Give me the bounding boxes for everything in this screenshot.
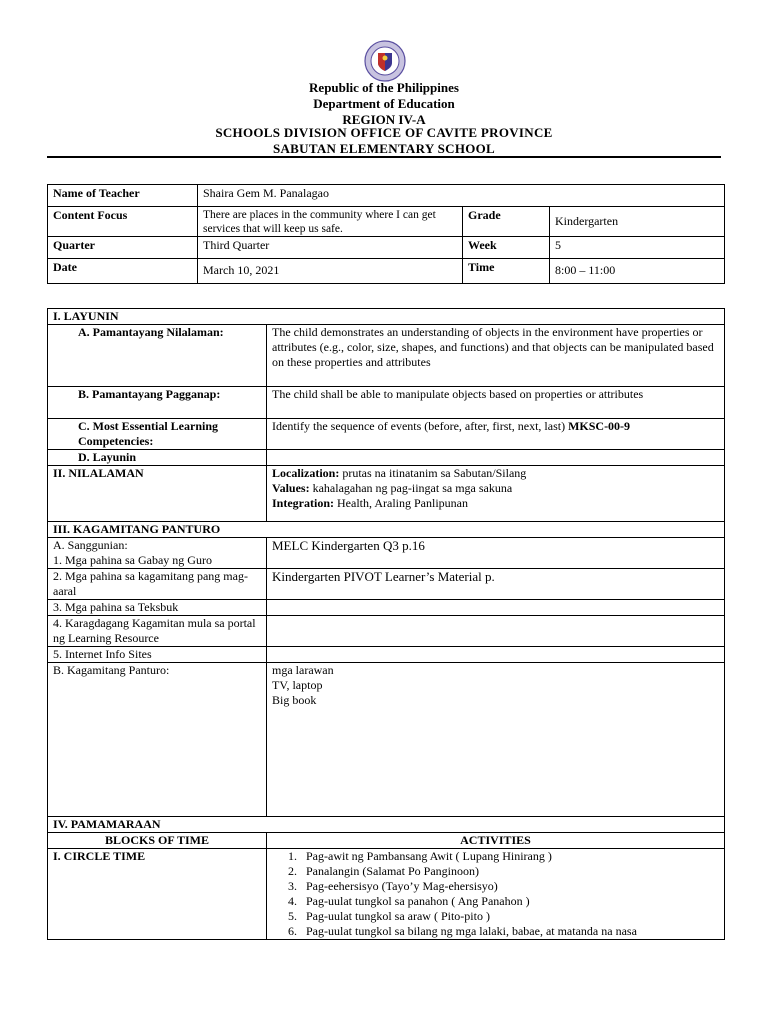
textbook-label: 3. Mga pahina sa Teksbuk bbox=[48, 600, 267, 616]
header-school-block bbox=[0, 125, 768, 157]
table-row bbox=[48, 259, 725, 284]
localization-value: prutas na itinatanim sa Sabutan/Silang bbox=[342, 466, 527, 480]
list-item: TV, laptop bbox=[272, 678, 323, 692]
content-standard-value: The child demonstrates an understanding of objects in the environment have properties or attributes (e.g., color, size, shapes, and functions) and that objects can be manipulated based on these properties and attributes bbox=[267, 325, 725, 387]
header-division: SCHOOLS DIVISION OFFICE OF CAVITE PROVINCE bbox=[215, 125, 553, 140]
textbook-value bbox=[267, 600, 725, 616]
table-row bbox=[48, 207, 725, 237]
blocks-of-time-header: BLOCKS OF TIME bbox=[48, 833, 267, 849]
grade-label: Grade bbox=[463, 207, 550, 237]
header-block bbox=[0, 80, 768, 128]
list-item: Big book bbox=[272, 693, 317, 707]
list-item: mga larawan bbox=[272, 663, 334, 677]
integration-value: Health, Araling Panlipunan bbox=[337, 496, 468, 510]
list-item: 3. Pag-eehersisyo (Tayo’y Mag-ehersisyo) bbox=[300, 879, 719, 894]
header-school: SABUTAN ELEMENTARY SCHOOL bbox=[272, 141, 496, 156]
internet-sites-value bbox=[267, 647, 725, 663]
section-layunin: I. LAYUNIN bbox=[48, 309, 725, 325]
objective-label: D. Layunin bbox=[48, 450, 267, 466]
lesson-info-table bbox=[47, 184, 725, 284]
section-kagamitang-panturo: III. KAGAMITANG PANTURO bbox=[48, 522, 725, 538]
teacher-label: Name of Teacher bbox=[48, 185, 198, 207]
time-value: 8:00 – 11:00 bbox=[550, 259, 725, 284]
lr-portal-value bbox=[267, 616, 725, 647]
activities-cell bbox=[267, 849, 725, 940]
date-value: March 10, 2021 bbox=[198, 259, 463, 284]
list-item: 4. Pag-uulat tungkol sa panahon ( Ang Panahon ) bbox=[300, 894, 719, 909]
list-item: 2. Panalangin (Salamat Po Panginoon) bbox=[300, 864, 719, 879]
objective-value bbox=[267, 450, 725, 466]
week-value: 5 bbox=[550, 237, 725, 259]
nilalaman-cell bbox=[267, 466, 725, 522]
header-republic: Republic of the Philippines bbox=[309, 80, 459, 95]
table-row bbox=[48, 237, 725, 259]
table-row bbox=[48, 569, 725, 600]
content-standard-label: A. Pamantayang Nilalaman: bbox=[48, 325, 267, 387]
learner-material-label: 2. Mga pahina sa kagamitang pang mag-aaral bbox=[48, 569, 267, 600]
instructional-materials-cell bbox=[267, 663, 725, 817]
performance-standard-value: The child shall be able to manipulate objects based on properties or attributes bbox=[267, 387, 725, 419]
integration-label: Integration: bbox=[272, 496, 334, 510]
deped-seal-logo bbox=[364, 40, 406, 82]
table-row bbox=[48, 522, 725, 538]
list-item: 6. Pag-uulat tungkol sa bilang ng mga lalaki, babae, at matanda na nasa bbox=[300, 924, 719, 939]
table-row bbox=[48, 466, 725, 522]
table-row bbox=[48, 616, 725, 647]
date-label: Date bbox=[48, 259, 198, 284]
learner-material-value: Kindergarten PIVOT Learner’s Material p. bbox=[267, 569, 725, 600]
values-value: kahalagahan ng pag-iingat sa mga sakuna bbox=[312, 481, 513, 495]
circle-time-label: I. CIRCLE TIME bbox=[48, 849, 267, 940]
quarter-value: Third Quarter bbox=[198, 237, 463, 259]
focus-label: Content Focus bbox=[48, 207, 198, 237]
performance-standard-label: B. Pamantayang Pagganap: bbox=[48, 387, 267, 419]
focus-value: There are places in the community where I can get services that will keep us safe. bbox=[198, 207, 463, 237]
table-row bbox=[48, 849, 725, 940]
header-region: REGION IV-A bbox=[342, 112, 426, 127]
teacher-guide-label: 1. Mga pahina sa Gabay ng Guro bbox=[53, 553, 212, 567]
reference-label bbox=[48, 538, 267, 569]
reference-heading: A. Sanggunian: bbox=[53, 538, 128, 552]
section-pamamaraan: IV. PAMAMARAAN bbox=[48, 817, 725, 833]
table-row bbox=[48, 538, 725, 569]
quarter-label: Quarter bbox=[48, 237, 198, 259]
list-item: 1. Pag-awit ng Pambansang Awit ( Lupang Hinirang ) bbox=[300, 849, 719, 864]
table-row bbox=[48, 450, 725, 466]
melc-cell bbox=[267, 419, 725, 450]
teacher-guide-value: MELC Kindergarten Q3 p.16 bbox=[267, 538, 725, 569]
internet-sites-label: 5. Internet Info Sites bbox=[48, 647, 267, 663]
table-row bbox=[48, 185, 725, 207]
grade-value: Kindergarten bbox=[550, 207, 725, 237]
activities-header: ACTIVITIES bbox=[267, 833, 725, 849]
time-label: Time bbox=[463, 259, 550, 284]
lesson-plan-table bbox=[47, 308, 725, 940]
table-row bbox=[48, 419, 725, 450]
table-row bbox=[48, 833, 725, 849]
lr-portal-label: 4. Karagdagang Kagamitan mula sa portal ng Learning Resource bbox=[48, 616, 267, 647]
list-item: 5. Pag-uulat tungkol sa araw ( Pito-pito ) bbox=[300, 909, 719, 924]
activities-list bbox=[272, 849, 719, 939]
table-row bbox=[48, 600, 725, 616]
table-row bbox=[48, 647, 725, 663]
header-divider bbox=[47, 156, 721, 158]
melc-label: C. Most Essential Learning Competencies: bbox=[48, 419, 267, 450]
localization-label: Localization: bbox=[272, 466, 340, 480]
melc-code: MKSC-00-9 bbox=[568, 419, 631, 433]
values-label: Values: bbox=[272, 481, 310, 495]
table-row bbox=[48, 387, 725, 419]
table-row bbox=[48, 325, 725, 387]
table-row bbox=[48, 663, 725, 817]
table-row bbox=[48, 309, 725, 325]
teacher-value: Shaira Gem M. Panalagao bbox=[198, 185, 725, 207]
table-row bbox=[48, 817, 725, 833]
section-nilalaman: II. NILALAMAN bbox=[48, 466, 267, 522]
week-label: Week bbox=[463, 237, 550, 259]
melc-value: Identify the sequence of events (before, after, first, next, last) bbox=[272, 419, 566, 433]
instructional-materials-label: B. Kagamitang Panturo: bbox=[48, 663, 267, 817]
header-department: Department of Education bbox=[313, 96, 455, 111]
